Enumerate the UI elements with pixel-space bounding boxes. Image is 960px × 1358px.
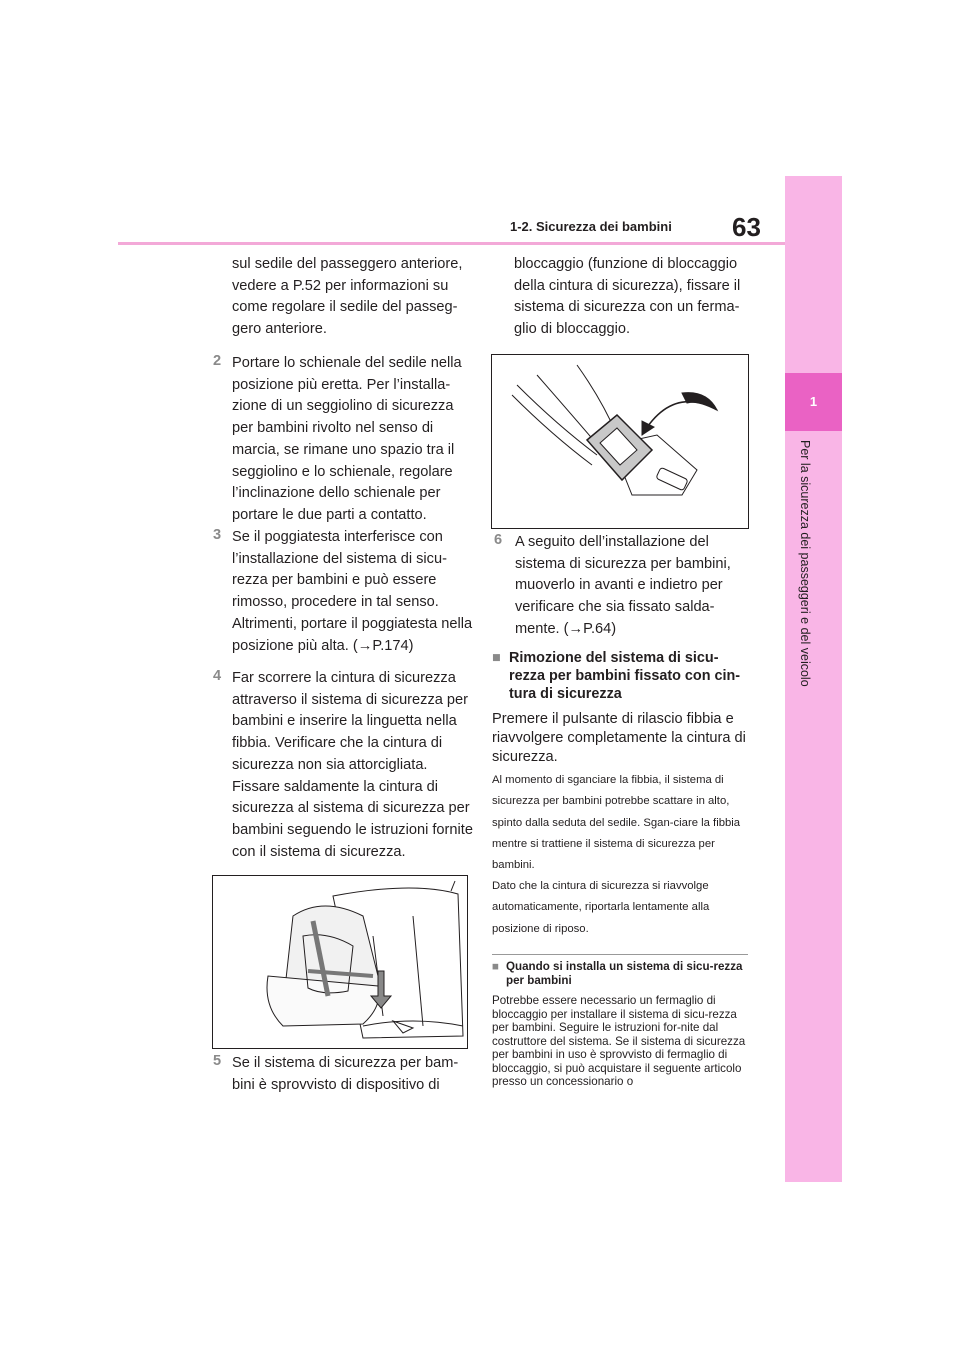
note-title: Quando si installa un sistema di sicu-rezza per bambini xyxy=(506,960,743,987)
removal-body: Premere il pulsante di rilascio fibbia e riavvolgere completamente la cintura di sicurezza. xyxy=(492,711,746,765)
removal-note-2: Dato che la cintura di sicurezza si riavvolge automaticamente, riportarla lentamente alla posizione di riposo. xyxy=(492,880,710,935)
chapter-title: Per la sicurezza dei passeggeri e del veicolo xyxy=(798,440,812,687)
step-text: Portare lo schienale del sedile nella posizione più eretta. Per l’installa-zione di un seggiolino di sicurezza per bambini rivolto nel senso di marcia, se rimane uno spazio tra il seggiolino e lo schienale, regolare l’inclinazione dello schienale per portare le due parti a contatto. xyxy=(232,355,462,523)
step-text: Se il poggiatesta interferisce con l’installazione del sistema di sicu-rezza per bambini e può essere rimosso, procedere in tal senso. Altrimenti, portare il poggiatesta nella posizione più alta. (→P.174) xyxy=(232,529,473,654)
note-bullet-icon: ■ xyxy=(492,960,500,973)
locking-clip-illustration xyxy=(492,355,748,528)
section-bullet-icon: ■ xyxy=(492,650,501,666)
right-continuation-text: bloccaggio (funzione di bloccaggio della cintura di sicurezza), fissare il sistema di sicurezza con un ferma-glio di bloccaggio. xyxy=(514,256,741,338)
step-number: 3 xyxy=(213,527,222,543)
step-number: 6 xyxy=(494,532,503,548)
step-number: 2 xyxy=(213,353,222,369)
page-number: 63 xyxy=(732,212,761,242)
child-seat-figure xyxy=(212,875,468,1049)
step-number: 5 xyxy=(213,1053,222,1069)
note-divider xyxy=(492,954,748,955)
removal-heading: Rimozione del sistema di sicu-rezza per bambini fissato con cin-tura di sicurezza xyxy=(509,650,741,702)
step-text: Far scorrere la cintura di sicurezza attraverso il sistema di sicurezza per bambini e inserire la linguetta nella fibbia. Verificare che la cintura di sicurezza non sia attorcigliata. Fissare saldamente la cintura di sicurezza al sistema di sicurezza per bambini seguendo le istruzioni fornite con il sistema di sicurezza. xyxy=(232,670,473,860)
chapter-number-box: 1 xyxy=(785,373,842,431)
note-body: Potrebbe essere necessario un fermaglio di bloccaggio per installare il sistema di sicu-rezza per bambini. Seguire le istruzioni for-nite dal costruttore del sistema. Se il sistema di sicurezza per bambini in uso è sprovvisto di fermaglio di bloccaggio, si può acquistare il seguente articolo presso un concessionario o xyxy=(492,994,746,1088)
locking-clip-figure xyxy=(491,354,749,529)
header-rule xyxy=(118,242,785,245)
child-seat-illustration xyxy=(213,876,467,1048)
step-text: A seguito dell’installazione del sistema di sicurezza per bambini, muoverlo in avanti e indietro per verificare che sia fissato salda-mente. (→P.64) xyxy=(515,534,731,637)
section-title: 1-2. Sicurezza dei bambini xyxy=(510,219,672,234)
removal-note-1: Al momento di sganciare la fibbia, il sistema di sicurezza per bambini potrebbe scattare in alto, spinto dalla seduta del sedile. Sgan-ciare la fibbia mentre si trattiene il sistema di sicurezza per bambini. xyxy=(492,774,741,872)
left-continuation-text: sul sedile del passeggero anteriore, vedere a P.52 per informazioni su come regolare il sedile del passeg-gero anteriore. xyxy=(232,256,463,338)
step-text: Se il sistema di sicurezza per bam-bini è sprovvisto di dispositivo di xyxy=(232,1055,459,1093)
step-number: 4 xyxy=(213,668,222,684)
